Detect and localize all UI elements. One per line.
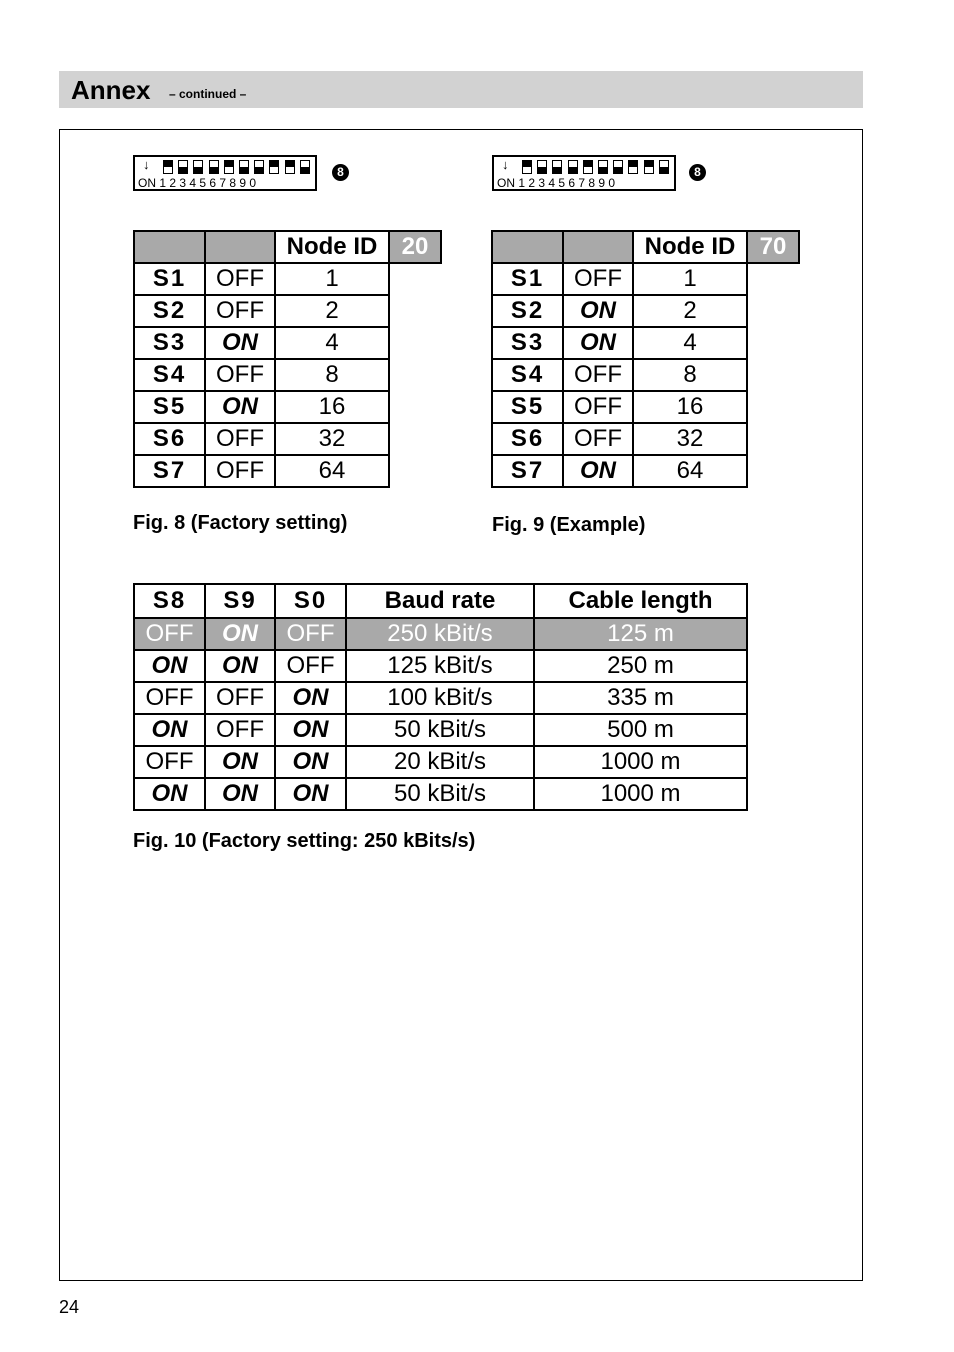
- s0-cell: ON: [275, 746, 346, 778]
- switch-value: 8: [633, 359, 747, 391]
- switch-state: ON: [563, 295, 633, 327]
- switch-value: 16: [633, 391, 747, 423]
- s9-cell: OFF: [205, 682, 275, 714]
- switch-value: 64: [275, 455, 389, 487]
- header-s0: S0: [275, 584, 346, 618]
- dip-switch-3: [552, 160, 562, 174]
- table-row: [134, 263, 441, 295]
- dip-switch-9: [644, 160, 654, 174]
- switch-value: 1: [633, 263, 747, 295]
- s0-cell: ON: [275, 682, 346, 714]
- cable-cell: 1000 m: [534, 778, 747, 810]
- switch-state: OFF: [205, 263, 275, 295]
- switch-value: 8: [275, 359, 389, 391]
- dip-switch-4: [209, 160, 219, 174]
- switch-label: S2: [492, 295, 563, 327]
- header-s9: S9: [205, 584, 275, 618]
- switch-state: OFF: [563, 359, 633, 391]
- fig8-caption: Fig. 8 (Factory setting): [133, 512, 348, 534]
- baud-rate-table: [133, 583, 748, 811]
- dip-switch-9: [285, 160, 295, 174]
- baud-cell: 50 kBit/s: [346, 778, 534, 810]
- header-cable-length: Cable length: [534, 584, 747, 618]
- cable-cell: 125 m: [534, 618, 747, 650]
- table-row: [492, 359, 799, 391]
- annex-header: [59, 71, 863, 108]
- dip-switch-6: [598, 160, 608, 174]
- switch-label: S7: [492, 455, 563, 487]
- table-row: [492, 391, 799, 423]
- table-row: [134, 650, 747, 682]
- switch-value: 4: [633, 327, 747, 359]
- table-row: [134, 714, 747, 746]
- fig10-caption: Fig. 10 (Factory setting: 250 kBits/s): [133, 830, 476, 852]
- node-id-header: Node ID: [633, 231, 747, 263]
- switch-state: OFF: [563, 263, 633, 295]
- switch-value: 32: [275, 423, 389, 455]
- switch-value: 4: [275, 327, 389, 359]
- dip-switch-10: [659, 160, 669, 174]
- switch-value: 16: [275, 391, 389, 423]
- dip-switch-5: [224, 160, 234, 174]
- table-row: [134, 618, 747, 650]
- s8-cell: ON: [134, 714, 205, 746]
- table-row: [134, 391, 441, 423]
- s0-cell: OFF: [275, 618, 346, 650]
- table-row: [134, 682, 747, 714]
- switch-state: ON: [205, 391, 275, 423]
- dip-switch-4: [568, 160, 578, 174]
- node-id-header: Node ID: [275, 231, 389, 263]
- switch-label: S3: [492, 327, 563, 359]
- switch-label: S3: [134, 327, 205, 359]
- dip-switch-labels: ON 1 2 3 4 5 6 7 8 9 0: [497, 176, 616, 190]
- baud-cell: 100 kBit/s: [346, 682, 534, 714]
- switch-value: 2: [633, 295, 747, 327]
- table-row: [492, 295, 799, 327]
- switch-state: ON: [563, 455, 633, 487]
- s9-cell: ON: [205, 650, 275, 682]
- node-id-value: 20: [389, 231, 441, 263]
- switch-label: S4: [492, 359, 563, 391]
- switch-state: OFF: [205, 423, 275, 455]
- switch-value: 2: [275, 295, 389, 327]
- header-cell: [205, 231, 275, 263]
- switch-state: ON: [563, 327, 633, 359]
- baud-cell: 20 kBit/s: [346, 746, 534, 778]
- s8-cell: ON: [134, 778, 205, 810]
- dip-switch-diagram-fig9: [492, 155, 676, 191]
- header-cell: [134, 231, 205, 263]
- switch-label: S1: [134, 263, 205, 295]
- switch-label: S4: [134, 359, 205, 391]
- fig9-caption: Fig. 9 (Example): [492, 514, 646, 536]
- dip-switch-labels: ON 1 2 3 4 5 6 7 8 9 0: [138, 176, 257, 190]
- table-row: [134, 778, 747, 810]
- dip-switch-7: [613, 160, 623, 174]
- cable-cell: 335 m: [534, 682, 747, 714]
- table-row: [134, 455, 441, 487]
- table-row: [492, 455, 799, 487]
- dip-switch-2: [537, 160, 547, 174]
- s8-cell: OFF: [134, 746, 205, 778]
- dip-switch-1: [522, 160, 532, 174]
- s0-cell: OFF: [275, 650, 346, 682]
- s0-cell: ON: [275, 714, 346, 746]
- dip-switch-1: [163, 160, 173, 174]
- table-row: [492, 263, 799, 295]
- switch-label: S5: [134, 391, 205, 423]
- table-row: [134, 295, 441, 327]
- header-cell: [492, 231, 563, 263]
- s9-cell: ON: [205, 618, 275, 650]
- node-id-value: 70: [747, 231, 799, 263]
- page-title: Annex: [71, 75, 151, 105]
- switch-state: OFF: [205, 295, 275, 327]
- switch-label: S2: [134, 295, 205, 327]
- dip-switch-10: [300, 160, 310, 174]
- dip-switch-3: [193, 160, 203, 174]
- figure-badge: 8: [689, 164, 706, 181]
- table-row: [134, 423, 441, 455]
- node-id-table-fig8: [133, 230, 442, 488]
- s9-cell: OFF: [205, 714, 275, 746]
- switch-state: OFF: [205, 359, 275, 391]
- switch-label: S6: [492, 423, 563, 455]
- dip-switch-8: [269, 160, 279, 174]
- table-row: [134, 746, 747, 778]
- table-row: [492, 327, 799, 359]
- page-number: 24: [59, 1297, 80, 1317]
- switch-label: S5: [492, 391, 563, 423]
- dip-switch-2: [178, 160, 188, 174]
- switch-state: ON: [205, 327, 275, 359]
- s8-cell: OFF: [134, 682, 205, 714]
- switch-label: S6: [134, 423, 205, 455]
- switch-value: 32: [633, 423, 747, 455]
- table-row: [134, 359, 441, 391]
- switch-label: S1: [492, 263, 563, 295]
- dip-switch-5: [583, 160, 593, 174]
- s9-cell: ON: [205, 778, 275, 810]
- dip-switch-6: [239, 160, 249, 174]
- baud-cell: 250 kBit/s: [346, 618, 534, 650]
- cable-cell: 1000 m: [534, 746, 747, 778]
- dip-switch-diagram-fig8: [133, 155, 317, 191]
- header-baud-rate: Baud rate: [346, 584, 534, 618]
- s8-cell: OFF: [134, 618, 205, 650]
- s9-cell: ON: [205, 746, 275, 778]
- cable-cell: 250 m: [534, 650, 747, 682]
- switch-state: OFF: [563, 423, 633, 455]
- switch-value: 1: [275, 263, 389, 295]
- baud-cell: 50 kBit/s: [346, 714, 534, 746]
- baud-cell: 125 kBit/s: [346, 650, 534, 682]
- table-row: [134, 327, 441, 359]
- dip-switch-7: [254, 160, 264, 174]
- switch-label: S7: [134, 455, 205, 487]
- dip-switch-8: [628, 160, 638, 174]
- s0-cell: ON: [275, 778, 346, 810]
- figure-badge: 8: [332, 164, 349, 181]
- header-cell: [563, 231, 633, 263]
- switch-state: OFF: [563, 391, 633, 423]
- header-s8: S8: [134, 584, 205, 618]
- down-arrow-icon: ↓: [502, 157, 509, 172]
- cable-cell: 500 m: [534, 714, 747, 746]
- node-id-table-fig9: [491, 230, 800, 488]
- s8-cell: ON: [134, 650, 205, 682]
- switch-value: 64: [633, 455, 747, 487]
- down-arrow-icon: ↓: [143, 157, 150, 172]
- table-row: [492, 423, 799, 455]
- page-subtitle: – continued –: [169, 87, 247, 101]
- switch-state: OFF: [205, 455, 275, 487]
